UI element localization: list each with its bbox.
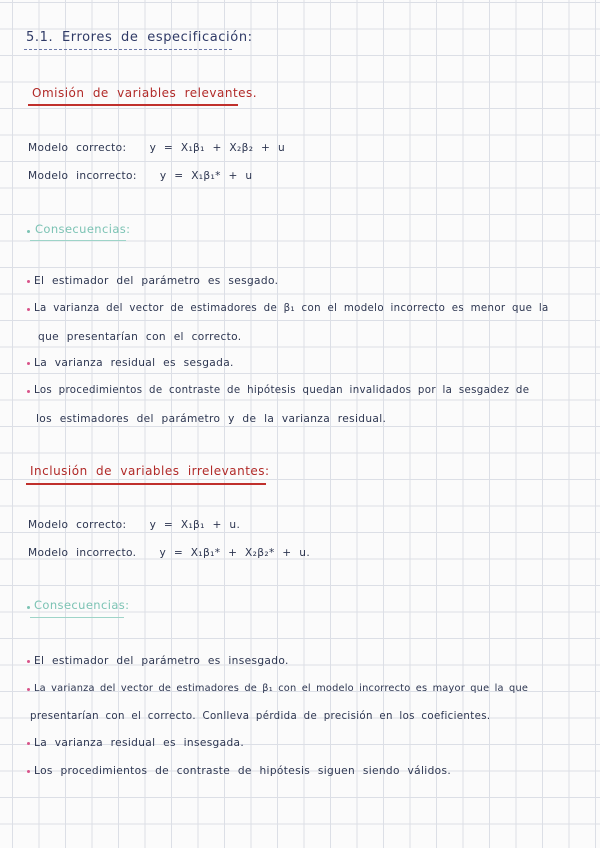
omission-incorrect-label: Modelo incorrecto: <box>28 170 137 182</box>
omission-line: que presentarían con el correcto. <box>38 331 242 343</box>
inclusion-heading-underline <box>26 483 266 485</box>
title-underline <box>24 49 232 50</box>
inclusion-correct-model <box>28 519 240 531</box>
omission-consequences-heading: Consecuencias: <box>35 222 131 236</box>
omission-incorrect-equation: y = X₁β₁* + u <box>159 170 253 182</box>
bullet <box>27 308 30 311</box>
inclusion-line: El estimador del parámetro es insesgado. <box>34 655 289 667</box>
inclusion-incorrect-equation: y = X₁β₁* + X₂β₂* + u. <box>159 547 311 559</box>
inclusion-consequences-underline <box>30 617 124 618</box>
omission-heading-underline <box>28 104 238 106</box>
omission-consequences-underline <box>30 240 126 241</box>
omission-line: Los procedimientos de contraste de hipótesis quedan invalidados por la sesgadez de <box>34 385 530 396</box>
omission-line: La varianza del vector de estimadores de β₁ con el modelo incorrecto es menor que la <box>34 303 549 314</box>
omission-correct-label: Modelo correcto: <box>28 142 127 154</box>
inclusion-correct-equation: y = X₁β₁ + u. <box>149 519 241 531</box>
omission-line: los estimadores del parámetro y de la varianza residual. <box>36 413 387 425</box>
inclusion-line: Los procedimientos de contraste de hipótesis siguen siendo válidos. <box>34 765 452 777</box>
inclusion-consequences-heading: Consecuencias: <box>34 598 130 612</box>
consequences-marker <box>27 606 30 609</box>
omission-heading: Omisión de variables relevantes. <box>32 86 258 100</box>
inclusion-heading: Inclusión de variables irrelevantes: <box>30 464 270 478</box>
omission-line: La varianza residual es sesgada. <box>34 357 234 369</box>
bullet <box>27 390 30 393</box>
omission-correct-model <box>28 142 285 154</box>
inclusion-incorrect-label: Modelo incorrecto. <box>28 547 137 559</box>
bullet <box>27 742 30 745</box>
bullet <box>27 660 30 663</box>
bullet <box>27 688 30 691</box>
omission-incorrect-model <box>28 170 253 182</box>
bullet <box>27 770 30 773</box>
inclusion-line: La varianza residual es insesgada. <box>34 737 245 749</box>
inclusion-incorrect-model <box>28 547 310 559</box>
inclusion-line: presentarían con el correcto. Conlleva pérdida de precisión en los coeficientes. <box>30 711 491 722</box>
omission-correct-equation: y = X₁β₁ + X₂β₂ + u <box>149 142 286 154</box>
page-title: 5.1. Errores de especificación: <box>26 30 253 45</box>
inclusion-line: La varianza del vector de estimadores de β₁ con el modelo incorrecto es mayor que la que <box>34 683 529 694</box>
bullet <box>27 280 30 283</box>
bullet <box>27 362 30 365</box>
inclusion-correct-label: Modelo correcto: <box>28 519 127 531</box>
omission-line: El estimador del parámetro es sesgado. <box>34 275 279 287</box>
consequences-marker <box>27 230 30 233</box>
